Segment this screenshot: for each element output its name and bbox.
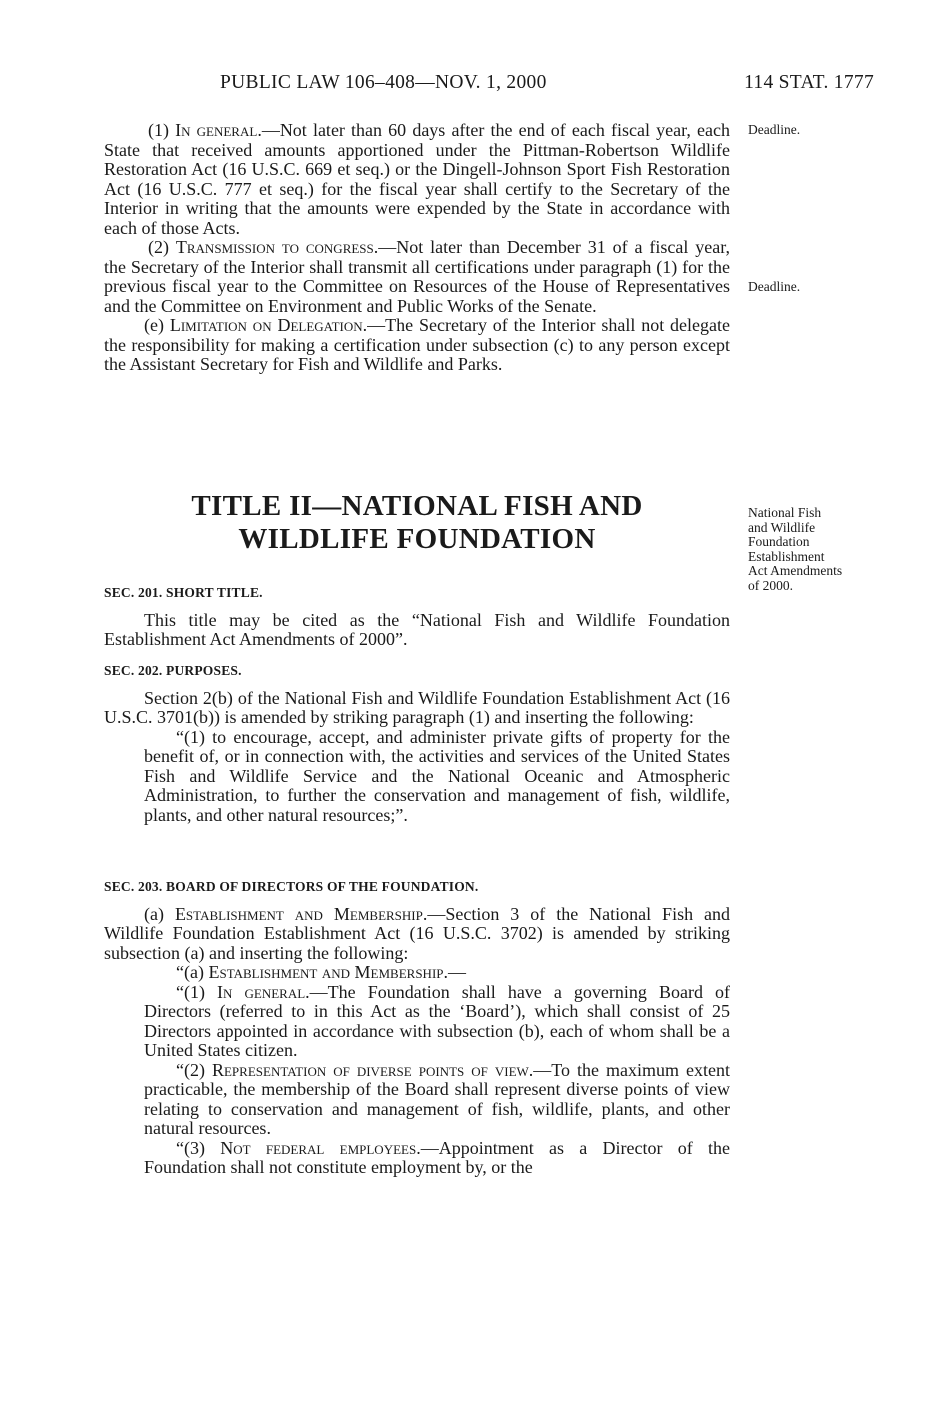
margin-note-line: Foundation [748, 534, 810, 549]
quoted-subsection-a: “(a) Establishment and Membership.— [176, 962, 466, 982]
paragraph-2-transmission: (2) Transmission to congress.—Not later than December 31 of a fiscal year, the Secretary of the Interior shall transmit all certifications under paragraph (1) for the previous fiscal year to the Committee on Resources of the House of Representatives and the Committee on Environment and Public Works of the Senate. [104, 237, 730, 316]
quoted-paragraph-2: “(2) Representation of diverse points of view.—To the maximum extent practicable, the membership of the Board shall represent diverse points of view relating to conservation and management of fish, wildlife, plants, and other natural resources. [144, 1059, 730, 1138]
subsection-a: (a) Establishment and Membership.—Section 3 of the National Fish and Wildlife Foundation Establishment Act (16 U.S.C. 3702) is amended by striking subsection (a) and inserting the following: [104, 903, 731, 963]
section-201 [104, 583, 730, 650]
title-heading [104, 490, 730, 556]
margin-note-deadline: Deadline. [748, 279, 801, 294]
section-heading: SEC. 202. PURPOSES. [104, 663, 242, 678]
title-line-1: TITLE II—NATIONAL FISH AND [191, 490, 643, 522]
section-203 [104, 877, 730, 1178]
header-public-law: PUBLIC LAW 106–408—NOV. 1, 2000 [220, 72, 547, 93]
margin-note-short-title [748, 506, 842, 593]
title-line-2: WILDLIFE FOUNDATION [238, 523, 596, 555]
margin-note-deadline: Deadline. [748, 122, 801, 137]
quoted-paragraph-1: “(1) In general.—The Foundation shall have a governing Board of Directors (referred to in this Act as the ‘Board’), which shall consist of 25 Directors appointed in accordance with subsection (b), each of whom shall be a United States citizen. [144, 981, 730, 1060]
margin-note-line: Act Amendments [748, 563, 843, 578]
inserted-text-block [104, 963, 730, 1178]
section-d-e-text [104, 121, 730, 375]
subsection-e-limitation: (e) Limitation on Delegation.—The Secretary of the Interior shall not delegate the responsibility for making a certification under subsection (c) to any person except the Assistant Secretary for Fish and Wildlife and Parks. [104, 315, 731, 374]
header-stat-page: 114 STAT. 1777 [744, 72, 874, 93]
margin-note-line: National Fish [748, 505, 822, 520]
quoted-paragraph-3: “(3) Not federal employees.—Appointment as a Director of the Foundation shall not constitute employment by, or the [144, 1137, 730, 1177]
section-202 [104, 661, 730, 825]
margin-note-line: Establishment [748, 548, 825, 564]
section-heading: SEC. 203. BOARD OF DIRECTORS OF THE FOUNDATION. [104, 879, 479, 894]
running-header [190, 72, 880, 98]
inserted-text-block [104, 728, 730, 826]
margin-note-line: of 2000. [748, 577, 793, 593]
section-202-text: Section 2(b) of the National Fish and Wildlife Foundation Establishment Act (16 U.S.C. 3701(b)) is amended by striking paragraph (1) and inserting the following: [104, 687, 730, 727]
section-heading: SEC. 201. SHORT TITLE. [104, 585, 263, 600]
margin-note-line: and Wildlife [748, 519, 816, 535]
quoted-paragraph-1: “(1) to encourage, accept, and administer private gifts of property for the benefit of, or in connection with, the activities and services of the United States Fish and Wildlife Service and the National Oceanic and Atmospheric Administration, to further the conservation and management of fish, wildlife, plants, and other natural resources;”. [144, 726, 730, 825]
paragraph-1-general: (1) In general.—Not later than 60 days after the end of each fiscal year, each State that received amounts apportioned under the Pittman-Robertson Wildlife Restoration Act (16 U.S.C. 669 et seq.) or the Dingell-Johnson Sport Fish Restoration Act (16 U.S.C. 777 et seq.) for the fiscal year shall certify to the Secretary of the Interior in writing that the amounts were expended by the State in accordance with each of those Acts. [104, 120, 730, 238]
section-201-text: This title may be cited as the “National Fish and Wildlife Foundation Establishment Act Amendments of 2000”. [104, 609, 730, 649]
